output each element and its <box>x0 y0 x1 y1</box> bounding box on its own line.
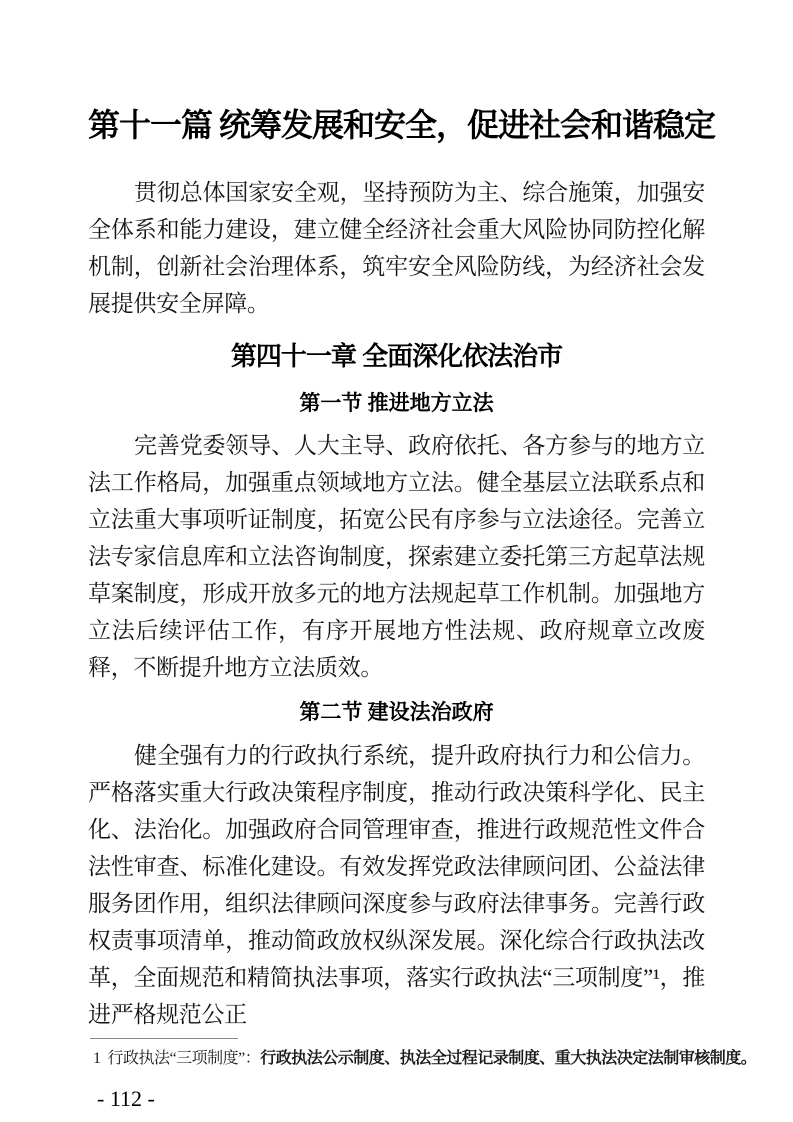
section-title-2: 第二节 建设法治政府 <box>299 699 494 724</box>
chapter-title: 第四十一章 全面深化依法治市 <box>230 340 563 371</box>
part-title: 第十一篇 统筹发展和安全，促进社会和谐稳定 <box>88 107 716 143</box>
footnote-definition: 行政执法公示制度、执法全过程记录制度、重大执法决定法制审核制度。 <box>260 1050 757 1068</box>
footnote-term: 行政执法“三项制度”： <box>107 1050 261 1068</box>
section-1-paragraph: 完善党委领导、人大主导、政府依托、各方参与的地方立法工作格局，加强重点领域地方立法。健全基层立法联系点和立法重大事项听证制度，拓宽公民有序参与立法途径。完善立法专家信息库和立法咨询制度，探索建立委托第三方起草法规草案制度，形成开放多元的地方法规起草工作机制。加强地方立法后续评估工作，有序开展地方性法规、政府规章立改废释，不断提升地方立法质效。 <box>88 432 705 680</box>
footnote <box>93 1048 757 1070</box>
footnote-separator <box>90 1038 238 1039</box>
page-content <box>0 103 793 1112</box>
intro-paragraph: 贯彻总体国家安全观，坚持预防为主、综合施策，加强安全体系和能力建设，建立健全经济社会重大风险协同防控化解机制，创新社会治理体系，筑牢安全风险防线，为经济社会发展提供安全屏障。 <box>88 179 705 316</box>
section-title-1: 第一节 推进地方立法 <box>299 391 494 416</box>
footnote-marker: 1 <box>93 1050 101 1068</box>
section-2-paragraph: 健全强有力的行政执行系统，提升政府执行力和公信力。严格落实重大行政决策程序制度，推动行政决策科学化、民主化、法治化。加强政府合同管理审查，推进行政规范性文件合法性审查、标准化建设。有效发挥党政法律顾问团、公益法律服务团作用，组织法律顾问深度参与政府法律事务。完善行政权责事项清单，推动简政放权纵深发展。深化综合行政执法改革，全面规范和精简执法事项，落实行政执法“三项制度”¹，推进严格规范公正 <box>88 743 705 1028</box>
page-number: - 112 - <box>97 1086 155 1112</box>
